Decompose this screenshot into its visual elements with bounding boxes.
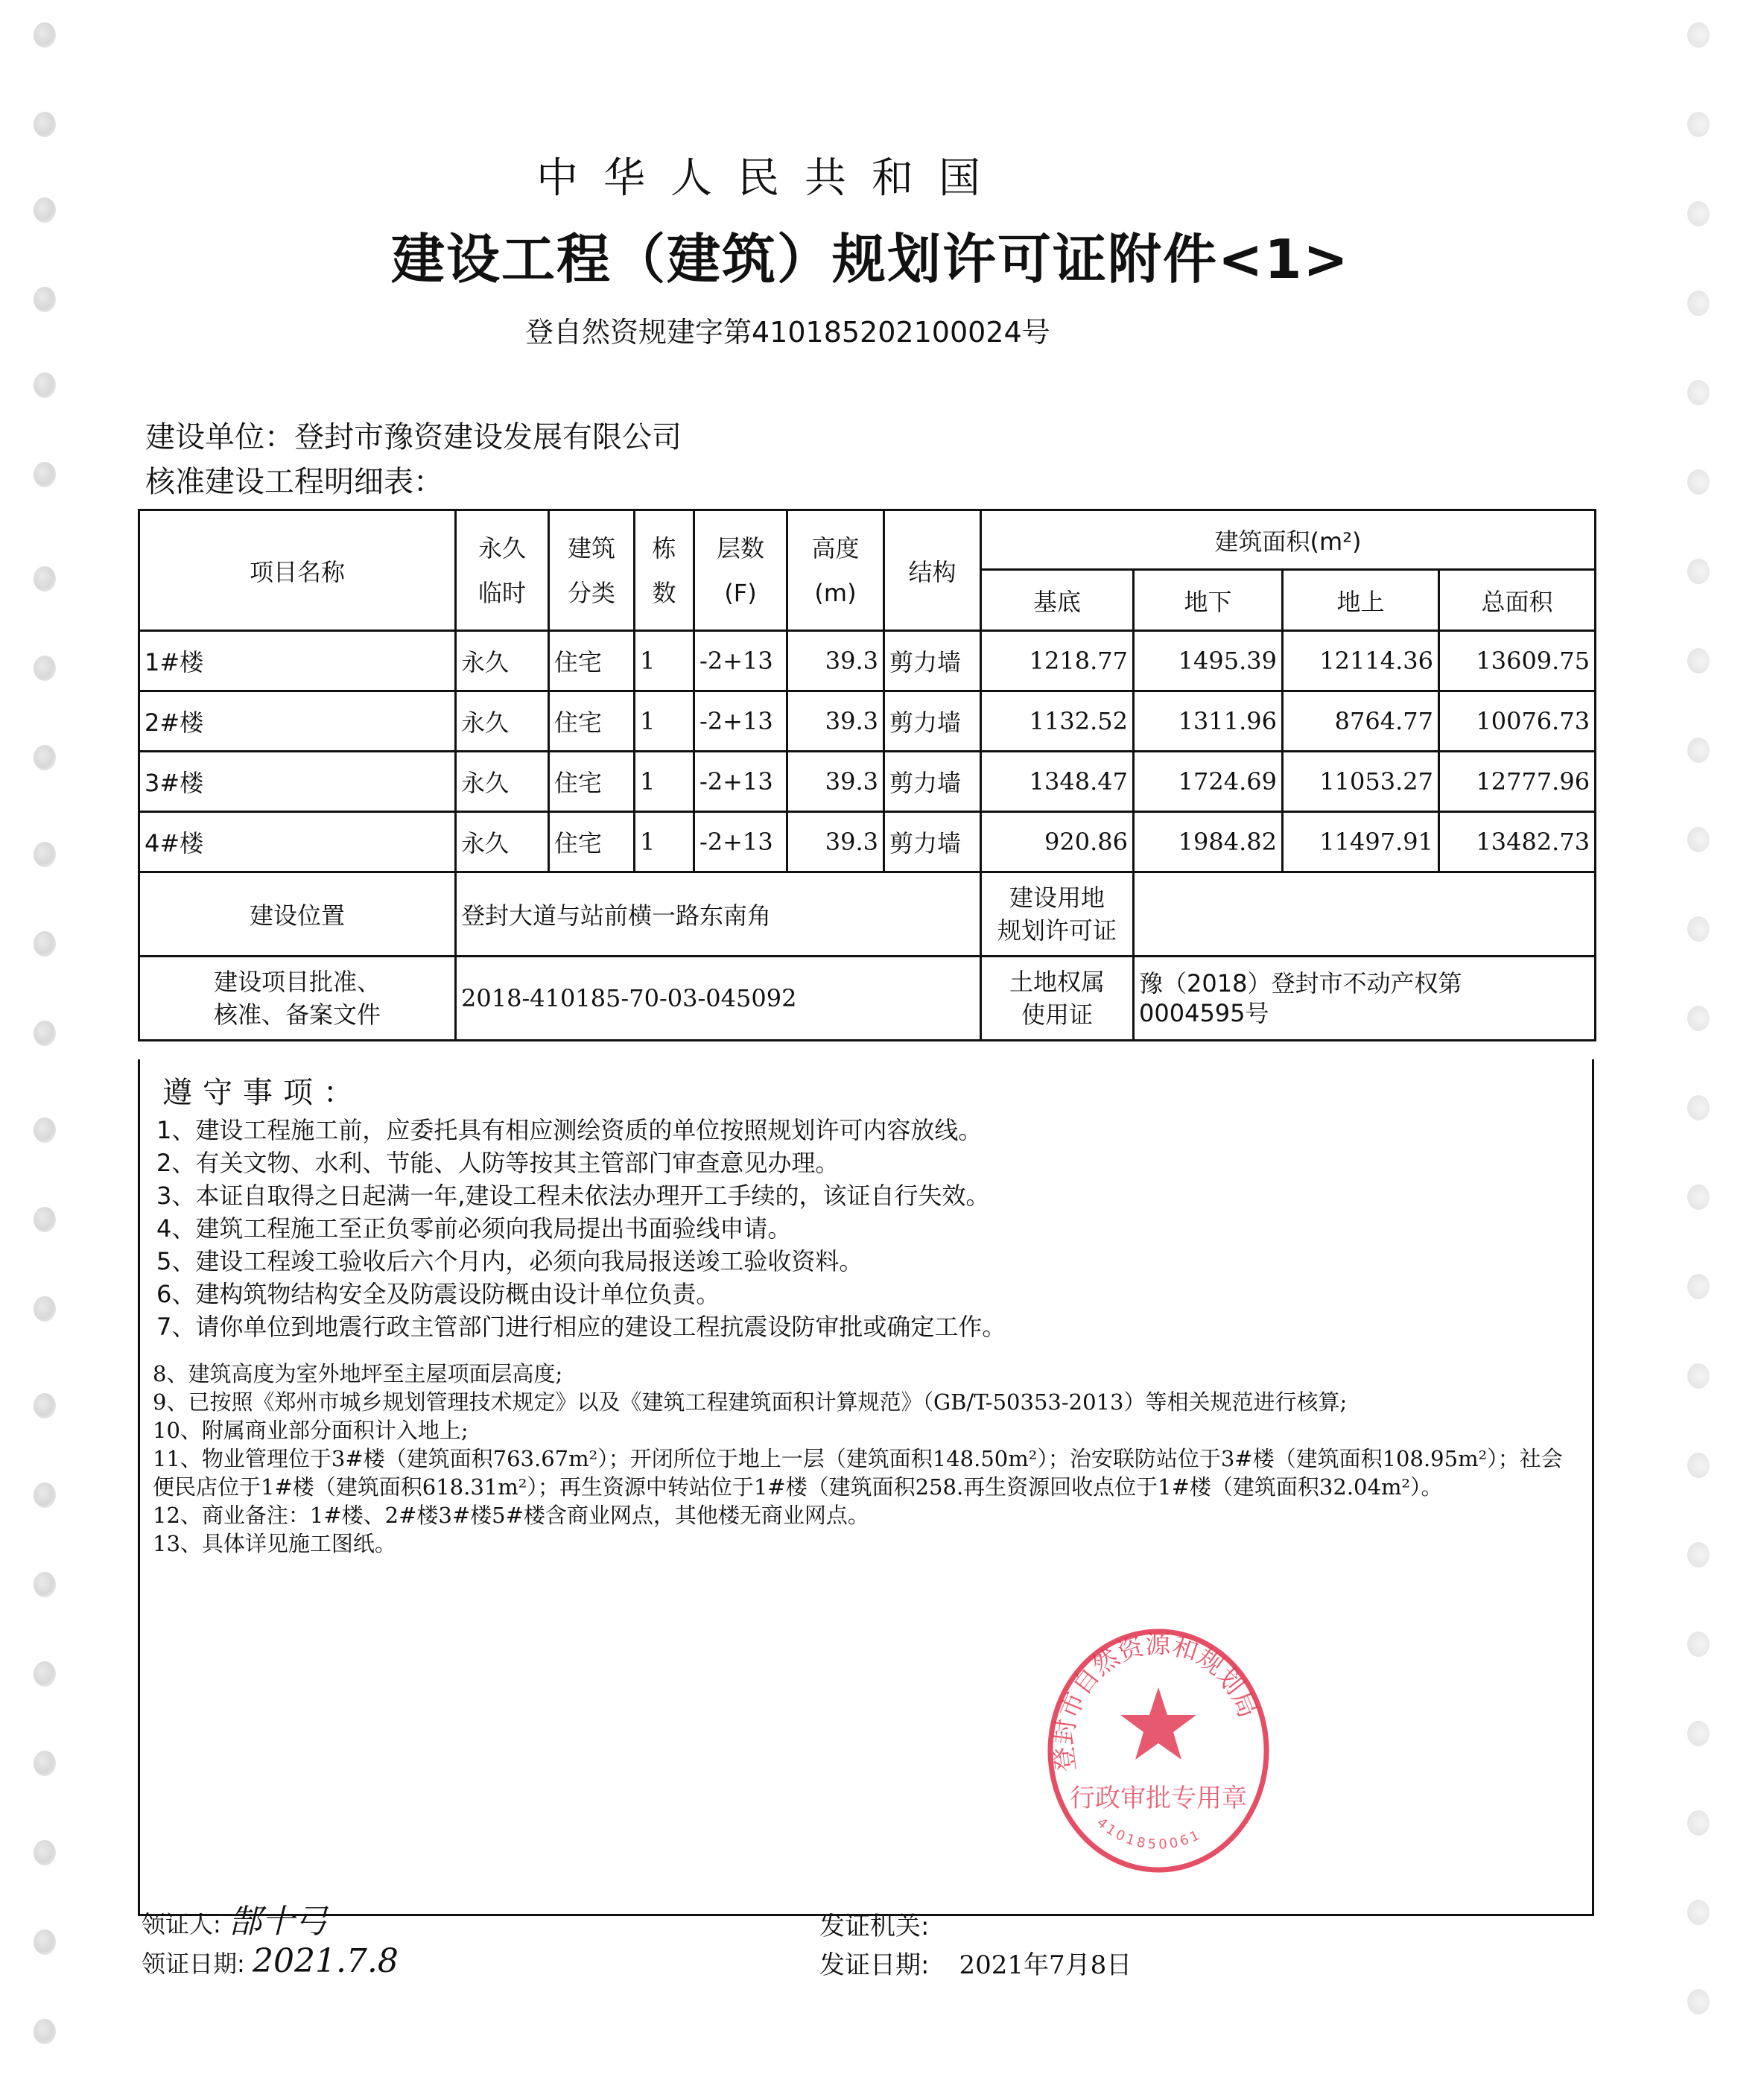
approval-label-line1: 建设项目批准、 [213,968,381,996]
cell-aboveground-area: 11053.27 [1283,752,1439,812]
header-floors-line1: 层数 [716,533,764,562]
cell-category: 住宅 [549,631,635,691]
cell-total-area: 13609.75 [1439,631,1596,691]
cell-underground-area: 1984.82 [1134,812,1283,872]
cell-structure: 剪力墙 [884,752,981,812]
land-cert-label-line1: 土地权属 [1009,968,1105,996]
country-heading: 中华人民共和国 [536,154,1006,203]
cell-structure: 剪力墙 [884,631,981,691]
project-detail-table [138,509,1596,1041]
perforation-hole [1687,1989,1710,2014]
receive-date-value: 2021.7.8 [252,1942,399,1980]
land-cert-label [981,957,1134,1041]
extra-note-item: 11、物业管理位于3#楼（建筑面积763.67m²）；开闭所位于地上一层（建筑面积148.50m²）；治安联防站位于3#楼（建筑面积108.95m²）；社会便民店位于1#楼（建筑面积618.31m²）；再生资源中转站位于1#楼（建筑面积258.再生资源回收点位于1#楼（建筑面积32.04m²）。 [153,1446,1563,1500]
left-perforation-strip [34,0,63,2077]
extra-note-item: 13、具体详见施工图纸。 [153,1531,396,1556]
header-count [635,510,694,631]
perforation-hole [34,1840,56,1865]
recipient-signature: 郜十弓 [228,1903,327,1941]
cell-category: 住宅 [549,812,635,872]
cell-base-area: 1132.52 [981,691,1134,752]
extra-note-item: 10、附属商业部分面积计入地上; [153,1418,469,1443]
land-permit-label-line2: 规划许可证 [997,916,1117,945]
cell-name: 4#楼 [139,812,456,872]
cell-base-area: 920.86 [981,812,1134,872]
perforation-hole [1687,1721,1710,1746]
perforation-hole [1687,1095,1710,1120]
cell-aboveground-area: 11497.91 [1283,812,1439,872]
header-base-area: 基底 [981,570,1134,631]
header-category [549,510,635,631]
perforation-hole [34,372,56,398]
right-perforation-strip [1687,0,1717,2077]
seal-code: 4101850061 [1094,1815,1205,1853]
notes-list [156,1114,1006,1343]
note-item: 7、请你单位到地震行政主管部门进行相应的建设工程抗震设防审批或确定工作。 [156,1313,1006,1341]
note-item: 2、有关文物、水利、节能、人防等按其主管部门审查意见办理。 [156,1149,840,1177]
cell-height: 39.3 [787,812,884,872]
land-permit-label [981,872,1134,957]
land-cert-label-line2: 使用证 [1021,1001,1093,1029]
header-project-name: 项目名称 [139,510,456,631]
notes-title: 遵守事项： [162,1076,364,1110]
perforation-hole [1687,1900,1710,1925]
issue-date-value: 2021年7月8日 [959,1950,1132,1980]
header-total-area: 总面积 [1439,570,1596,631]
perforation-hole [34,566,56,592]
perforation-hole [34,1751,56,1776]
header-underground-area: 地下 [1134,570,1283,631]
header-height-line1: 高度 [811,533,860,562]
cell-base-area: 1348.47 [981,752,1134,812]
perforation-hole [1687,1453,1710,1478]
table-title: 核准建设工程明细表： [145,465,443,499]
issue-date-label: 发证日期: [819,1950,930,1980]
cell-category: 住宅 [549,752,635,812]
approval-row [139,957,1596,1041]
perforation-hole [34,1021,56,1046]
cell-count: 1 [635,752,694,812]
extra-note-item: 9、已按照《郑州市城乡规划管理技术规定》以及《建筑工程建筑面积计算规范》（GB/T-50353-2013）等相关规范进行核算; [153,1389,1348,1415]
header-permanence-line1: 永久 [478,533,526,562]
perforation-hole [1687,22,1710,48]
perforation-hole [34,112,56,137]
header-structure: 结构 [884,510,981,631]
header-category-line2: 分类 [567,578,615,607]
table-row [139,631,1596,691]
table-row [139,752,1596,812]
approval-label-line2: 核准、备案文件 [213,1001,381,1029]
recipient-label: 领证人: [142,1910,221,1938]
table-row [139,812,1596,872]
perforation-hole [34,1393,56,1418]
receive-date-line [142,1943,399,1982]
header-floors [694,510,787,631]
header-permanence-line2: 临时 [478,578,526,607]
note-item: 5、建设工程竣工验收后六个月内，必须向我局报送竣工验收资料。 [156,1247,863,1275]
header-row-1 [139,510,1596,570]
cell-underground-area: 1495.39 [1134,631,1283,691]
location-row [139,872,1596,957]
recipient-block [142,1903,399,1982]
header-count-line2: 数 [652,578,676,607]
cell-count: 1 [635,691,694,752]
note-item: 3、本证自取得之日起满一年,建设工程未依法办理开工手续的，该证自行失效。 [156,1182,990,1210]
perforation-hole [1687,1274,1710,1299]
cell-count: 1 [635,812,694,872]
perforation-hole [1687,1363,1710,1389]
land-permit-label-line1: 建设用地 [1009,884,1105,912]
cell-total-area: 13482.73 [1439,812,1596,872]
cell-name: 1#楼 [139,631,456,691]
perforation-hole [34,287,56,312]
perforation-hole [34,1296,56,1322]
seal-bottom-text: 行政审批专用章 [1070,1783,1247,1813]
cell-base-area: 1218.77 [981,631,1134,691]
perforation-hole [1687,380,1710,405]
perforation-hole [34,462,56,487]
issuer-line [819,1907,1132,1946]
cell-name: 2#楼 [139,691,456,752]
perforation-hole [1687,738,1710,763]
cell-total-area: 12777.96 [1439,752,1596,812]
applicant-value: 登封市豫资建设发展有限公司 [294,420,682,454]
perforation-hole [1687,291,1710,316]
issuer-block [819,1907,1132,1985]
perforation-hole [34,1661,56,1687]
cell-permanence: 永久 [456,752,549,812]
note-item: 1、建设工程施工前，应委托具有相应测绘资质的单位按照规划许可内容放线。 [156,1116,983,1144]
perforation-hole [1687,112,1710,137]
cell-structure: 剪力墙 [884,812,981,872]
cell-permanence: 永久 [456,691,549,752]
perforation-hole [34,656,56,681]
table-row [139,691,1596,752]
perforation-hole [34,842,56,867]
header-category-line1: 建筑 [567,533,615,562]
header-area-group: 建筑面积(m²) [981,510,1596,570]
perforation-hole [34,197,56,223]
perforation-hole [1687,827,1710,852]
cell-permanence: 永久 [456,631,549,691]
note-item: 4、建筑工程施工至正负零前必须向我局提出书面验线申请。 [156,1214,792,1243]
perforation-hole [34,1483,56,1508]
cell-height: 39.3 [787,752,884,812]
cell-height: 39.3 [787,631,884,691]
cell-count: 1 [635,631,694,691]
perforation-hole [34,1117,56,1143]
perforation-hole [34,1572,56,1597]
cell-height: 39.3 [787,691,884,752]
perforation-hole [34,1207,56,1232]
header-height [787,510,884,631]
perforation-hole [34,2019,56,2044]
cell-floors: -2+13 [694,752,787,812]
cell-name: 3#楼 [139,752,456,812]
perforation-hole [1687,916,1710,942]
cell-floors: -2+13 [694,631,787,691]
cell-underground-area: 1724.69 [1134,752,1283,812]
issue-date-line [819,1946,1132,1985]
extra-note-item: 8、建筑高度为室外地坪至主屋项面层高度; [153,1361,563,1386]
applicant-label: 建设单位： [145,420,294,454]
cell-floors: -2+13 [694,691,787,752]
applicant-line [145,413,682,456]
perforation-hole [34,745,56,770]
seal-top-text: 登封市自然资源和规划局 [1049,1629,1263,1774]
approval-label [139,957,456,1041]
land-permit-value [1134,872,1596,957]
header-count-line1: 栋 [652,533,676,562]
official-seal [1043,1624,1274,1877]
permit-number: 登自然资规建字第410185202100024号 [525,316,1050,349]
header-floors-line2: (F) [724,578,757,607]
perforation-hole [34,1929,56,1955]
document-title: 建设工程（建筑）规划许可证附件<1> [391,228,1350,291]
issuer-label: 发证机关: [819,1912,930,1941]
header-aboveground-area: 地上 [1283,570,1439,631]
perforation-hole [1687,1810,1710,1836]
perforation-hole [1687,1006,1710,1031]
perforation-hole [1687,469,1710,495]
perforation-hole [1687,1185,1710,1210]
land-cert-value: 豫（2018）登封市不动产权第0004595号 [1134,957,1596,1041]
extra-note-item: 12、商业备注：1#楼、2#楼3#楼5#楼含商业网点，其他楼无商业网点。 [153,1503,869,1528]
extra-notes-list [153,1360,1568,1558]
header-permanence [456,510,549,631]
perforation-hole [34,931,56,957]
recipient-line [142,1903,399,1943]
cell-permanence: 永久 [456,812,549,872]
cell-structure: 剪力墙 [884,691,981,752]
perforation-hole [1687,648,1710,673]
perforation-hole [1687,201,1710,226]
star-icon [1120,1687,1196,1760]
header-height-line2: (m) [814,578,857,607]
note-item: 6、建构筑物结构安全及防震设防概由设计单位负责。 [156,1280,720,1308]
cell-total-area: 10076.73 [1439,691,1596,752]
cell-aboveground-area: 8764.77 [1283,691,1439,752]
cell-underground-area: 1311.96 [1134,691,1283,752]
location-label: 建设位置 [139,872,456,957]
perforation-hole [1687,1632,1710,1657]
receive-date-label: 领证日期: [142,1950,245,1978]
cell-aboveground-area: 12114.36 [1283,631,1439,691]
perforation-hole [34,22,56,48]
perforation-hole [1687,1542,1710,1567]
approval-value: 2018-410185-70-03-045092 [456,957,981,1041]
cell-floors: -2+13 [694,812,787,872]
location-value: 登封大道与站前横一路东南角 [456,872,981,957]
cell-category: 住宅 [549,691,635,752]
perforation-hole [1687,559,1710,584]
